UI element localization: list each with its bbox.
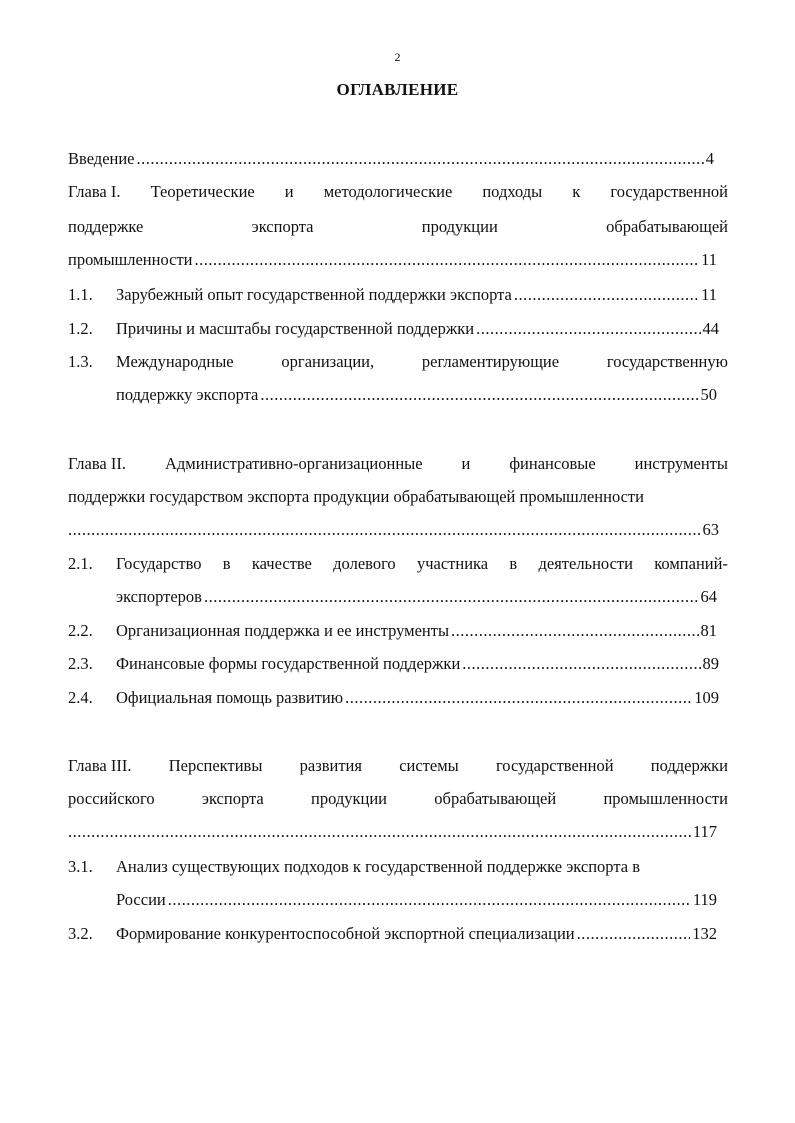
section-number: 1.1. — [68, 285, 93, 304]
toc-chapter-2-line-3 — [68, 519, 719, 541]
page-number: 2 — [394, 50, 401, 64]
toc-page-number: 50 — [700, 385, 717, 404]
toc-page-number: 63 — [702, 520, 719, 539]
toc-entry-label: Причины и масштабы государственной поддержки — [116, 319, 475, 338]
toc-page-number: 117 — [692, 822, 717, 841]
toc-entry-label: Организационная поддержка и ее инструменты — [116, 621, 450, 640]
toc-chapter-3-line-2: российского экспорта продукции обрабатывающей промышленности — [68, 789, 728, 808]
toc-entry-label: Официальная помощь развитию — [116, 688, 344, 707]
toc-page-number: 81 — [700, 621, 717, 640]
section-number: 2.2. — [68, 621, 93, 640]
toc-page-number: 44 — [702, 319, 719, 338]
toc-chapter-3-line-1: Глава III. Перспективы развития системы государственной поддержки — [68, 756, 728, 775]
section-number: 3.1. — [68, 857, 93, 876]
toc-page-number: 119 — [692, 890, 717, 909]
page-title: ОГЛАВЛЕНИЕ — [336, 80, 459, 99]
dot-leader — [577, 923, 691, 945]
toc-chapter-1-line-3: промышленности ..... 11 — [68, 249, 717, 271]
dot-leader — [345, 687, 692, 709]
toc-entry-label: Формирование конкурентоспособной экспортной специализации — [116, 924, 575, 943]
dot-leader — [462, 653, 700, 675]
dot-leader — [514, 284, 699, 306]
toc-entry-label: Анализ существующих подходов к государственной поддержке экспорта в — [116, 857, 640, 876]
section-number: 2.4. — [68, 688, 93, 707]
dot-leader — [168, 889, 691, 911]
dot-leader — [204, 586, 699, 608]
toc-entry-label: Введение — [68, 149, 135, 168]
section-number: 2.1. — [68, 554, 93, 573]
toc-page-number: 64 — [700, 587, 717, 606]
section-number: 1.2. — [68, 319, 93, 338]
toc-entry-label: Зарубежный опыт государственной поддержки экспорта — [116, 285, 512, 304]
toc-chapter-3-line-3 — [68, 821, 717, 843]
toc-page-number: 89 — [702, 654, 719, 673]
toc-chapter-2-line-1: Глава II. Административно-организационные и финансовые инструменты — [68, 454, 728, 473]
toc-chapter-1-line-1: Глава I. Теоретические и методологические подходы к государственной — [68, 182, 728, 201]
dot-leader — [451, 620, 698, 642]
section-number: 1.3. — [68, 352, 93, 371]
toc-page-number: 109 — [694, 688, 719, 707]
toc-page-number: 132 — [692, 924, 717, 943]
toc-entry-label: экспортеров — [116, 587, 202, 606]
toc-chapter-1-line-2: поддержке экспорта продукции обрабатывающей — [68, 217, 728, 236]
toc-chapter-2-line-2: поддержки государством экспорта продукции обрабатывающей промышленности — [68, 487, 644, 506]
toc-entry-label: России — [116, 890, 166, 909]
toc-entry-introduction[interactable] — [68, 148, 714, 170]
toc-entry-label: поддержку экспорта — [116, 385, 259, 404]
dot-leader — [68, 519, 701, 541]
toc-page-number: 11 — [701, 250, 717, 269]
dot-leader — [260, 384, 698, 406]
toc-page-number: 4 — [705, 149, 714, 168]
toc-entry-label: Финансовые формы государственной поддержки — [116, 654, 461, 673]
dot-leader — [137, 148, 704, 170]
section-number: 2.3. — [68, 654, 93, 673]
toc-page-number: 11 — [701, 285, 717, 304]
dot-leader — [68, 821, 691, 843]
dot-leader — [195, 249, 700, 271]
dot-leader — [476, 318, 700, 340]
section-number: 3.2. — [68, 924, 93, 943]
